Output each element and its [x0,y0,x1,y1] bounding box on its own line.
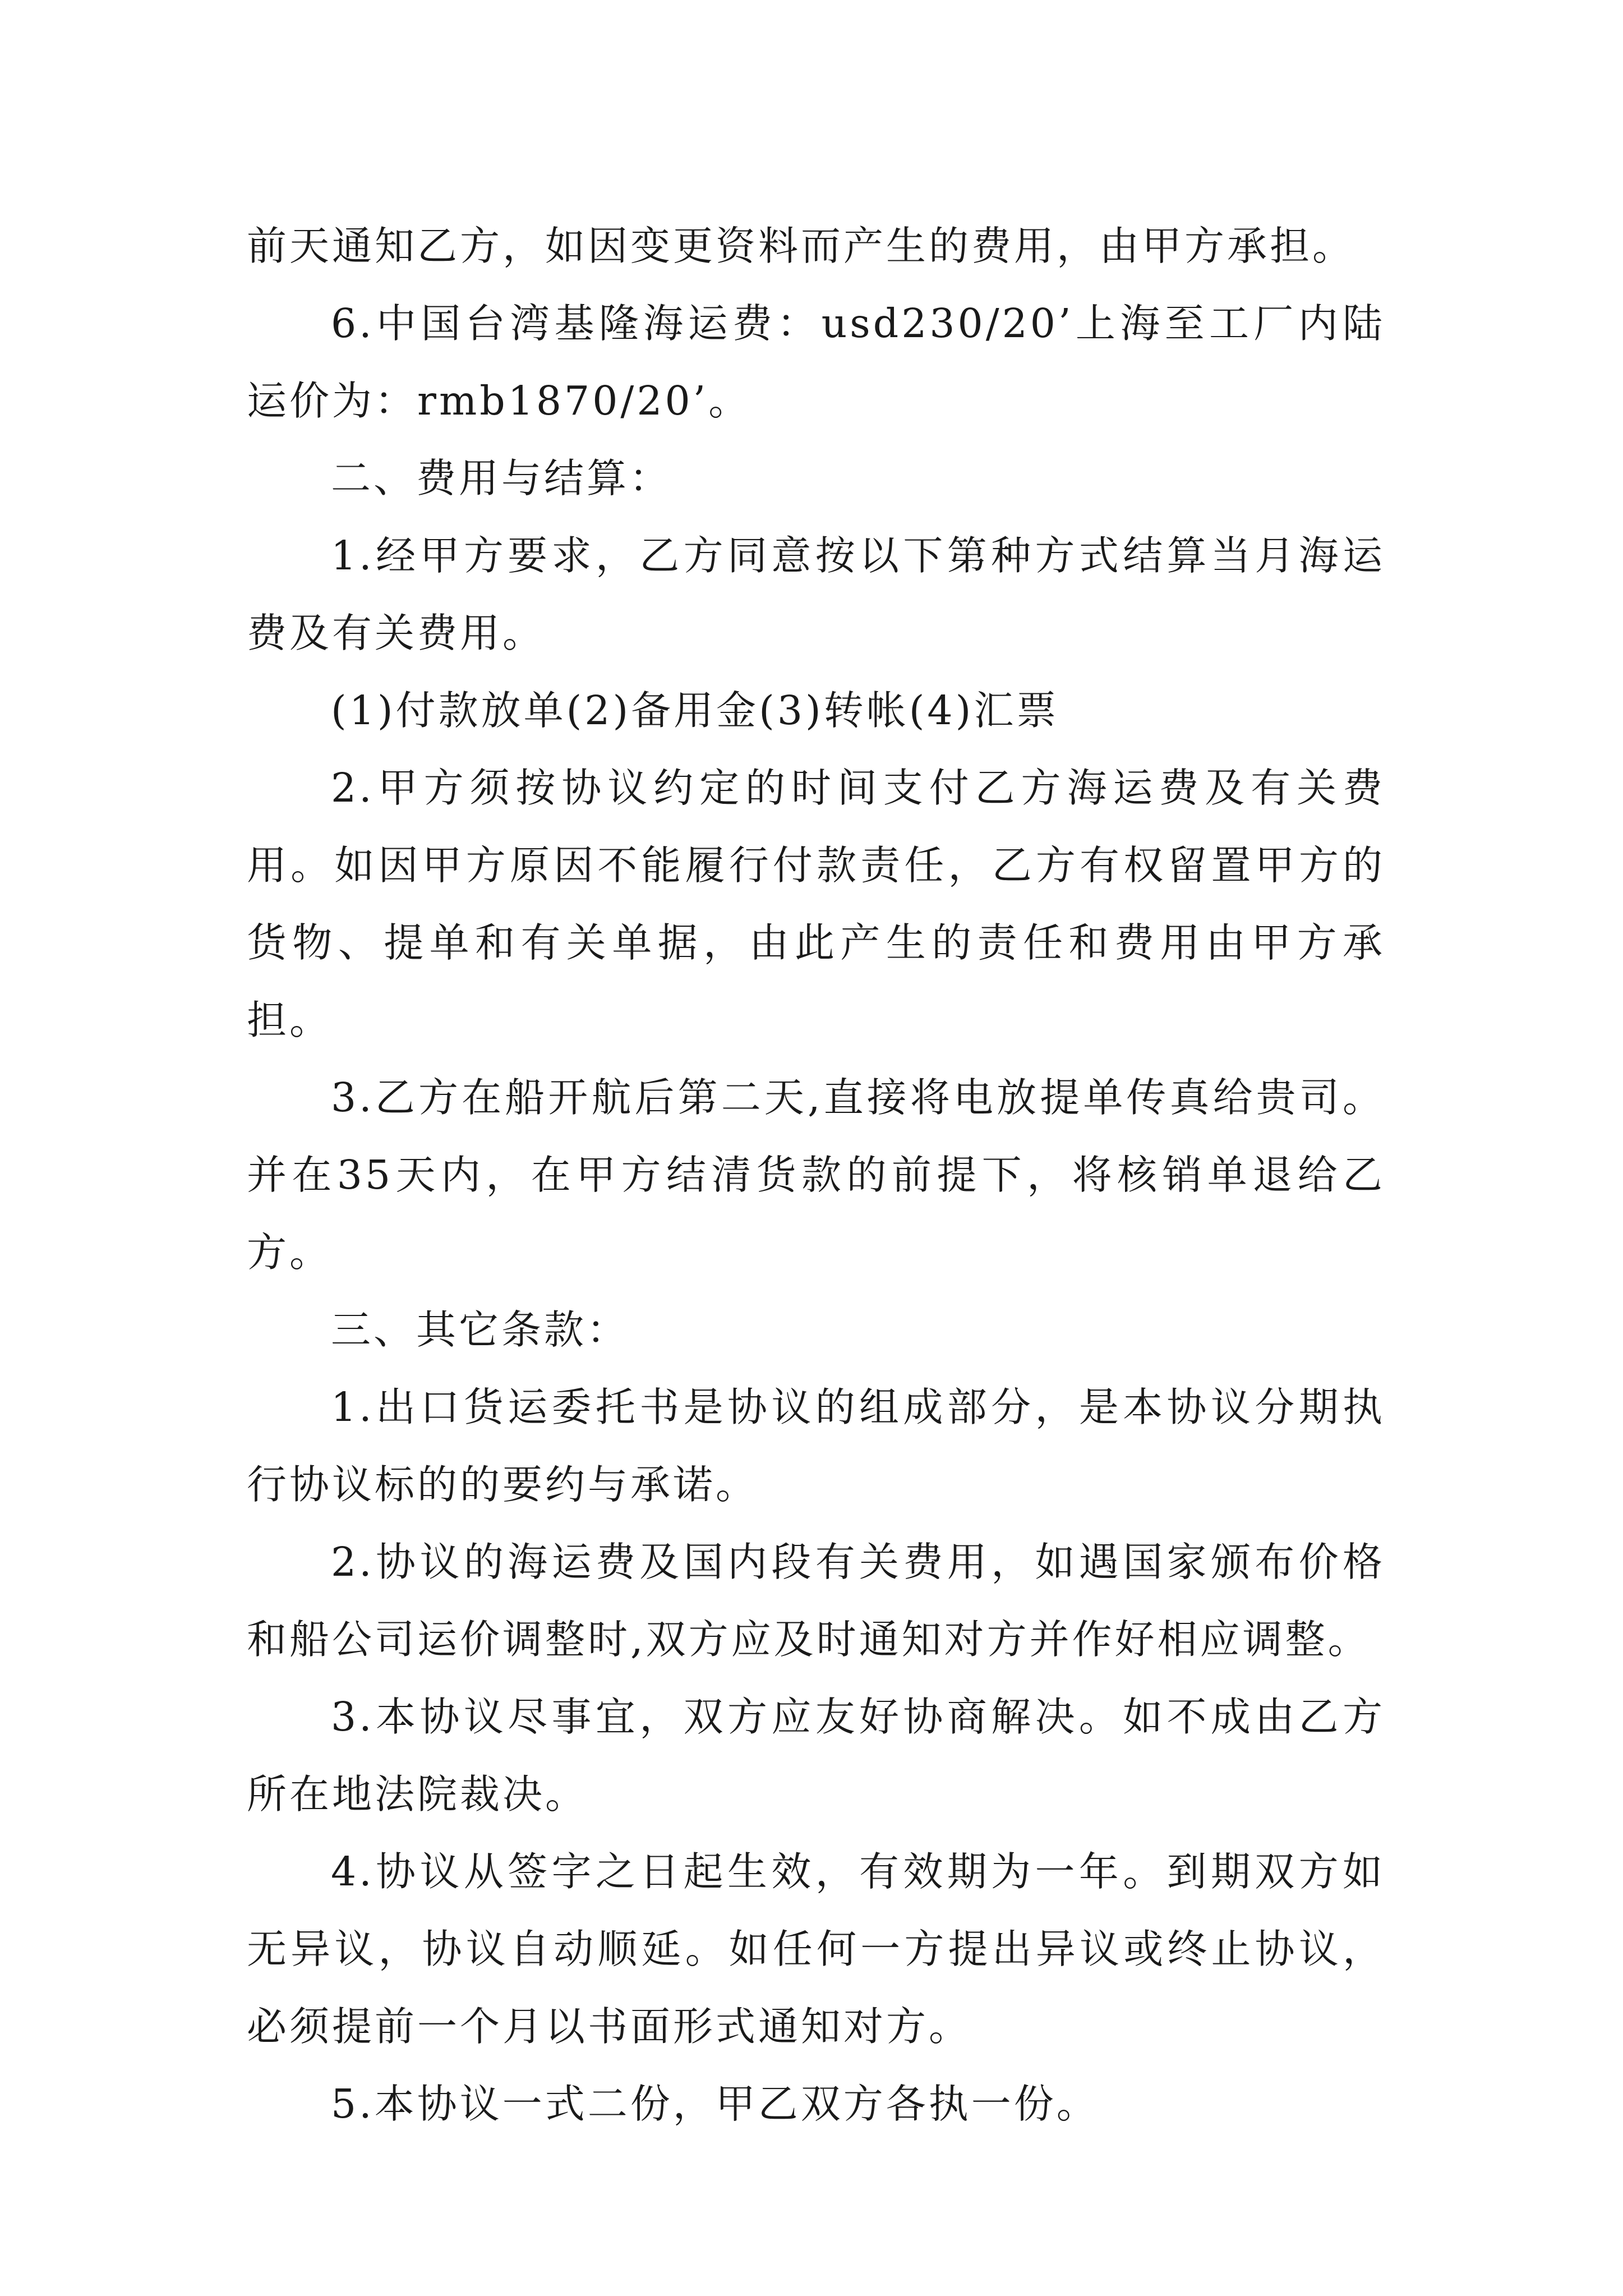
paragraph-13: 5.本协议一式二份，甲乙双方各执一份。 [331,2081,1099,2127]
paragraph-10: 2.协议的海运费及国内段有关费用，如遇国家颁布价格和船公司运价调整时,双方应及时通知对方并作好相应调整。 [247,1539,1385,1663]
paragraph-4: 1.经甲方要求，乙方同意按以下第种方式结算当月海运费及有关费用。 [247,532,1385,656]
paragraph-7: 3.乙方在船开航后第二天,直接将电放提单传真给贵司。并在35天内，在甲方结清货款的前提下，将核销单退给乙方。 [247,1074,1385,1276]
section-heading-fees: 二、费用与结算： [331,455,672,501]
paragraph-2: 6.中国台湾基隆海运费：usd230/20’上海至工厂内陆运价为：rmb1870/20’。 [247,300,1385,424]
paragraph-9: 1.出口货运委托书是协议的组成部分，是本协议分期执行协议标的的要约与承诺。 [247,1384,1385,1508]
paragraph-12: 4.协议从签字之日起生效，有效期为一年。到期双方如无异议，协议自动顺延。如任何一方提出异议或终止协议，必须提前一个月以书面形式通知对方。 [247,1848,1385,2050]
paragraph-5: (1)付款放单(2)备用金(3)转帐(4)汇票 [331,687,1059,734]
section-heading-other-terms: 三、其它条款： [331,1306,630,1353]
document-body [247,208,1385,2143]
paragraph-1: 前天通知乙方，如因变更资料而产生的费用，由甲方承担。 [247,223,1355,269]
paragraph-11: 3.本协议尽事宜，双方应友好协商解决。如不成由乙方所在地法院裁决。 [247,1694,1385,1818]
paragraph-6: 2.甲方须按协议约定的时间支付乙方海运费及有关费用。如因甲方原因不能履行付款责任，乙方有权留置甲方的货物、提单和有关单据，由此产生的责任和费用由甲方承担。 [247,765,1385,1043]
